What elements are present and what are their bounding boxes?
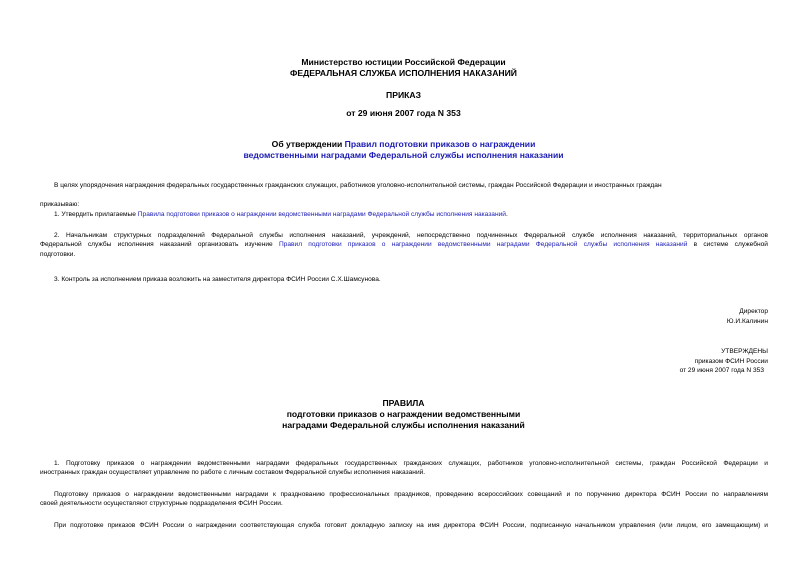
signature-block (560, 307, 768, 326)
rules-paragraph-3 (40, 521, 768, 530)
rules-p1-line2: иностранных граждан осуществляет управление по работе с личным составом Федеральной службы исполнения наказаний. (40, 469, 426, 477)
order-title-link-line2[interactable]: ведомственными наградами Федеральной службы исполнения наказании (243, 150, 564, 160)
item1-link[interactable]: Правила подготовки приказов о награждении ведомственными наградами Федеральной службы исполнения наказаний (137, 211, 506, 218)
preamble: В целях упорядочения награждения федеральных государственных гражданских служащих, работников уголовно-исполнительной системы, граждан Российской Федерации и иностранных граждан (54, 182, 662, 189)
rules-title-line2: подготовки приказов о награждении ведомственными (286, 409, 521, 419)
ministry-name: Министерство юстиции Российской Федерации (301, 57, 506, 67)
item2-line2 (40, 240, 768, 249)
item2-link[interactable]: Правил подготовки приказов о награждении ведомственными наградами Федеральной службы исполнения наказаний (278, 241, 688, 249)
doc-date-number: от 29 июня 2007 года N 353 (346, 108, 461, 118)
item2-line1: 2. Начальникам структурных подразделений Федеральной службы исполнения наказаний, учреждений, непосредственно подчиненных Федеральной службе исполнения наказаний, территориальных органов (54, 232, 768, 239)
order-item-1 (54, 210, 774, 219)
order-title (0, 139, 807, 161)
order-title-prefix: Об утверждении (271, 139, 345, 149)
approval-block (560, 347, 768, 376)
service-name: ФЕДЕРАЛЬНАЯ СЛУЖБА ИСПОЛНЕНИЯ НАКАЗАНИЙ (290, 68, 517, 78)
rules-p1-line1: 1. Подготовку приказов о награждении ведомственными наградами федеральных государственных гражданских служащих, работников уголовно-исполнительной системы, граждан Российской Федерации и (54, 460, 768, 467)
approval-line1: УТВЕРЖДЕНЫ (721, 348, 768, 355)
rules-p2-line2: своей деятельности осуществляют структурные подразделения ФСИН России. (40, 500, 283, 508)
approval-line3: от 29 июня 2007 года N 353 (679, 367, 764, 375)
rules-title (0, 398, 807, 431)
item2-line3: подготовки. (40, 250, 76, 258)
rules-p2-line1: Подготовку приказов о награждении ведомственными наградами к празднованию профессиональных праздников, проведению всероссийских совещаний и по поручению директора ФСИН России по направлениям (54, 491, 768, 498)
orders-word: приказываю: (40, 201, 80, 208)
item2-line2-suffix: в системе служебной (687, 241, 768, 249)
order-item-3: 3. Контроль за исполнением приказа возложить на заместителя директора ФСИН России С.Х.Шамсунова. (54, 276, 381, 283)
ministry-heading (0, 57, 807, 79)
signature-position: Директор (739, 308, 768, 315)
order-item-2 (40, 231, 768, 259)
approval-line2: приказом ФСИН России (694, 357, 768, 365)
rules-title-line3: наградами Федеральной службы исполнения наказаний (282, 420, 525, 430)
item2-line2-prefix: Федеральной службы исполнения наказаний организовать изучение (40, 241, 279, 249)
item1-suffix: . (505, 211, 508, 218)
order-title-link[interactable]: Правил подготовки приказов о награждении (344, 139, 536, 149)
rules-title-line1: ПРАВИЛА (382, 398, 425, 408)
doc-type: ПРИКАЗ (386, 90, 421, 100)
rules-paragraph-2 (40, 490, 768, 509)
rules-p3-line1: При подготовке приказов ФСИН России о награждении соответствующая служба готовит докладную записку на имя директора ФСИН России, подписанную начальником управления (или лицом, его замещающим) и (54, 522, 768, 529)
signature-name: Ю.И.Калинин (726, 317, 768, 325)
rules-paragraph-1 (40, 459, 768, 478)
item1-prefix: 1. Утвердить прилагаемые (54, 211, 138, 218)
